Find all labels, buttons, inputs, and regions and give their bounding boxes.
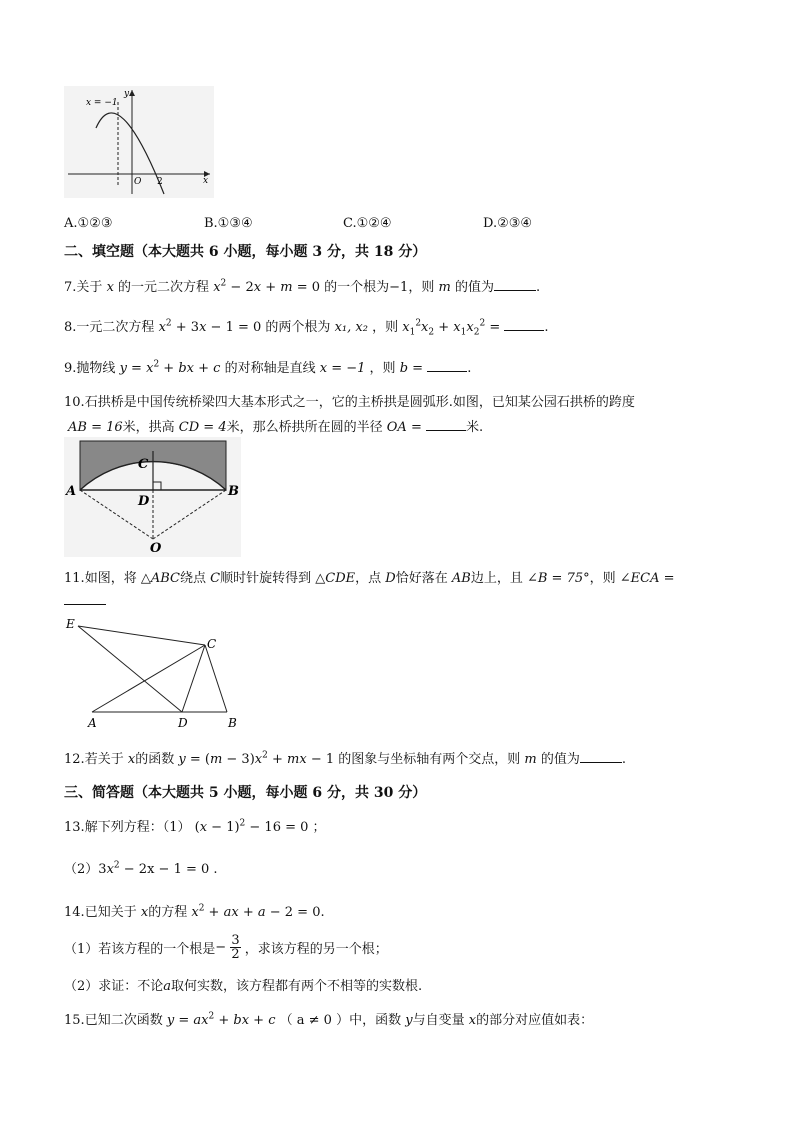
q6-option-c: C.①②④: [343, 216, 392, 231]
question-15: 15.已知二次函数 $y = ax^2$ + bx + c （ a ≠ 0 ）中，函数 y与自变量 x的部分对应值如表：: [64, 1011, 594, 1028]
question-14: 14.已知关于 x的方程 $x^2$ + ax + a − 2 = 0.: [64, 903, 325, 920]
bridge-point-c: C: [138, 457, 149, 472]
question-11: 11.如图，将 △ABC绕点 C顺时针旋转得到 △CDE，点 D恰好落在 AB边上，且 ∠B = 75°，则 ∠ECA =: [64, 571, 675, 586]
tick-2-label: 2: [157, 177, 163, 187]
rotation-point-c: C: [207, 637, 217, 651]
question-9: 9.抛物线 $y = x^2$ + bx + c 的对称轴是直线 x = −1 ，则 b = .: [64, 359, 472, 376]
rotation-figure: [64, 612, 254, 732]
q6-option-d: D.②③④: [483, 216, 533, 231]
section2-title: 二、填空题（本大题共 6 小题，每小题 3 分，共 18 分）: [64, 244, 427, 260]
question-13-part2: $(2)3x^2 - 2x - 1 = 0$ .: [64, 860, 218, 877]
question-8: 8.一元二次方程 $x^2 + 3x - 1 = 0$ 的两个根为 x₁, x₂ ，则 $x_1^2x_2 + x_1x_2^2$ = .: [64, 318, 549, 338]
q7-answer-blank: [494, 290, 536, 291]
bridge-point-d: D: [138, 494, 150, 509]
question-13: 13.解下列方程：（1） $(x - 1)^2 - 16 = 0$ ；: [64, 818, 326, 835]
q9-answer-blank: [427, 371, 467, 372]
x-axis-label: x: [203, 176, 209, 186]
q8-answer-blank: [504, 330, 544, 331]
y-axis-label: y: [124, 89, 130, 99]
bridge-point-o: O: [150, 541, 162, 556]
question-12: 12.若关于 x的函数 $y = (m - 3)x^2$ + mx − 1 的图象与坐标轴有两个交点，则 m 的值为 .: [64, 750, 627, 767]
q6-option-b: B.①③④: [204, 216, 253, 231]
rotation-point-d: D: [178, 716, 188, 730]
section3-title: 三、简答题（本大题共 5 小题，每小题 6 分，共 30 分）: [64, 785, 427, 801]
axis-of-symmetry-label: x = −1: [86, 98, 118, 108]
origin-label: O: [134, 177, 142, 187]
question-7: 7.关于 x 的一元二次方程 $x^2 - 2x + m = 0$ 的一个根为−1，则 m 的值为 .: [64, 278, 541, 295]
rotation-point-e: E: [66, 617, 75, 631]
q11-answer-blank: [64, 590, 106, 605]
parabola-figure: [64, 86, 214, 198]
question-14-part2: （2）求证：不论a取何实数，该方程都有两个不相等的实数根.: [64, 979, 423, 994]
bridge-point-a: A: [66, 484, 77, 499]
q12-answer-blank: [580, 762, 622, 763]
rotation-point-a: A: [88, 716, 97, 730]
fraction-three-halves: $\frac{3}{2}$: [231, 933, 240, 962]
bridge-arch-figure: [64, 437, 241, 557]
q10-answer-blank: [426, 430, 466, 431]
question-10-line1: 10.石拱桥是中国传统桥梁四大基本形式之一，它的主桥拱是圆弧形.如图，已知某公园石拱桥的跨度: [64, 395, 635, 410]
question-14-part1: （1）若该方程的一个根是− $\frac{3}{2}$ ，求该方程的另一个根；: [64, 933, 388, 962]
bridge-point-b: B: [228, 484, 239, 499]
q6-option-a: A.①②③: [64, 216, 113, 231]
question-10-line2: AB = 16米，拱高 CD = 4米，那么桥拱所在圆的半径 OA = 米.: [68, 420, 484, 435]
rotation-point-b: B: [228, 716, 237, 730]
